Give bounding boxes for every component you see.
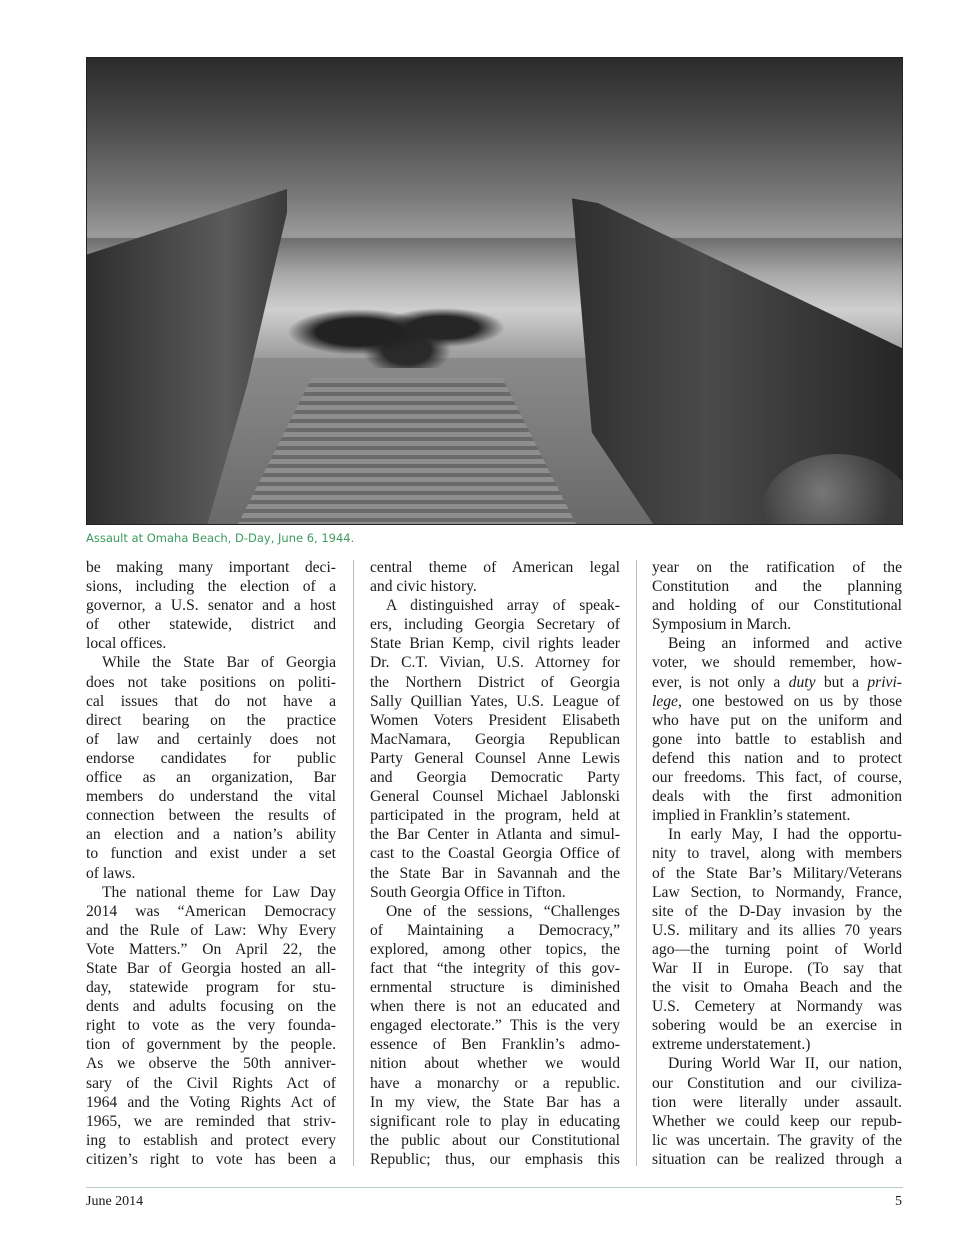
text-line: office as an organization, Bar: [86, 769, 336, 787]
text-line: engaged electorate.” This is the very: [370, 1017, 620, 1035]
text-line: site of the D-Day invasion by the: [652, 902, 902, 920]
text-line: fact that “the integrity of this gov-: [370, 959, 620, 977]
text-line: General Counsel Michael Jablonski: [370, 788, 620, 806]
text-line: MacNamara, Georgia Republican: [370, 730, 620, 748]
text-line: right to vote as the very founda-: [86, 1017, 336, 1035]
text-line: State Brian Kemp, civil rights leader: [370, 635, 620, 653]
text-line: be making many important deci-: [86, 559, 336, 576]
text-line: direct bearing on the practice: [86, 711, 336, 729]
text-line: dents and adults focusing on the: [86, 998, 336, 1016]
photo-troops: [287, 278, 527, 368]
text-line: A distinguished array of speak-: [386, 597, 620, 615]
text-line: the State Bar in Savannah and the: [370, 864, 620, 882]
text-line: of law and certainly does not: [86, 730, 336, 748]
text-line: Whether we could keep our repub-: [652, 1112, 902, 1130]
text-line: and holding of our Constitutional: [652, 597, 902, 615]
text-line: year on the ratification of the: [652, 559, 902, 576]
text-line: the Bar Center in Atlanta and simul-: [370, 826, 620, 844]
text-line: In my view, the State Bar has a: [370, 1093, 620, 1111]
text-line: local offices.: [86, 635, 167, 653]
text-line: ago—the turning point of World: [652, 940, 902, 958]
text-line: extreme understatement.): [652, 1036, 811, 1054]
text-line: 2014 was “American Democracy: [86, 902, 336, 920]
text-line: Symposium in March.: [652, 616, 792, 634]
text-line: to function and exist under a set: [86, 845, 336, 863]
footer-issue-date: June 2014: [86, 1194, 144, 1209]
omaha-beach-photo: [86, 57, 903, 525]
text-line: central theme of American legal: [370, 559, 620, 576]
photo-caption: Assault at Omaha Beach, D-Day, June 6, 1944.: [86, 531, 355, 545]
text-line: nition about whether we would: [370, 1055, 620, 1073]
text-line: of laws.: [86, 864, 136, 882]
footer-rule: [86, 1187, 903, 1188]
text-line: tion were literally under assault.: [652, 1093, 902, 1111]
text-line: of other statewide, district and: [86, 616, 336, 634]
text-line: governor, a U.S. senator and a host: [86, 597, 336, 615]
text-line: of Maintaining a Democracy,”: [370, 921, 620, 939]
text-line: Dr. C.T. Vivian, U.S. Attorney for: [370, 654, 620, 672]
text-line: Law Section, to Normandy, France,: [652, 883, 902, 901]
text-line: implied in Franklin’s statement.: [652, 807, 851, 825]
text-line: U.S. Cemetery at Normandy was: [652, 998, 902, 1016]
text-line: does not take positions on politi-: [86, 673, 336, 691]
text-line: cast to the Coastal Georgia Office of: [370, 845, 620, 863]
text-line: of the State Bar’s Military/Veterans: [652, 864, 902, 882]
text-line: cal issues that do not have a: [86, 692, 336, 710]
text-line: voter, we should remember, how-: [652, 654, 902, 672]
text-line: 1965, we are reminded that striv-: [86, 1112, 336, 1130]
text-line: sobering would be an exercise in: [652, 1017, 902, 1035]
text-line: endorse candidates for public: [86, 749, 336, 767]
article-column-3: [652, 558, 902, 1169]
text-line: tion of government by the people.: [86, 1036, 336, 1054]
text-line: explored, among other topics, the: [370, 940, 620, 958]
text-line: In early May, I had the opportu-: [668, 826, 902, 844]
text-line: our Constitution and our civiliza-: [652, 1074, 902, 1092]
article-column-2: [370, 558, 620, 1169]
text-line: ernmental structure is diminished: [370, 979, 620, 997]
text-line: ers, including Georgia Secretary of: [370, 616, 620, 634]
text-line: our freedoms. This fact, of course,: [652, 769, 902, 787]
text-line: and Georgia Democratic Party: [370, 769, 620, 787]
text-line: the public about our Constitutional: [370, 1131, 620, 1149]
text-line: As we observe the 50th anniver-: [86, 1055, 336, 1073]
text-line: situation can be realized through a: [652, 1150, 902, 1168]
text-line: members do understand the vital: [86, 788, 336, 806]
text-line: and civic history.: [370, 578, 477, 596]
text-line: War II in Europe. (To say that: [652, 959, 902, 977]
text-line: Vote Matters.” On April 22, the: [86, 940, 336, 958]
text-line: Being an informed and active: [668, 635, 902, 653]
text-line: Party General Counsel Anne Lewis: [370, 749, 620, 767]
text-line: Constitution and the planning: [652, 578, 902, 596]
text-line: citizen’s right to vote has been a: [86, 1150, 336, 1168]
text-line: One of the sessions, “Challenges: [386, 902, 620, 920]
text-line: deals with the first admonition: [652, 788, 902, 806]
text-line: U.S. military and its allies 70 years: [652, 921, 902, 939]
text-line: Sally Quillian Yates, U.S. League of: [370, 692, 620, 710]
text-line: participated in the program, held at: [370, 807, 620, 825]
text-line: South Georgia Office in Tifton.: [370, 883, 566, 901]
text-line: State Bar of Georgia hosted an all-: [86, 959, 336, 977]
text-line: sions, including the election of a: [86, 578, 336, 596]
article-column-1: [86, 558, 336, 1169]
text-line: Republic; thus, our emphasis this: [370, 1150, 620, 1168]
text-line: 1964 and the Voting Rights Act of: [86, 1093, 336, 1111]
text-line: significant role to play in educating: [370, 1112, 620, 1130]
text-line: an election and a nation’s ability: [86, 826, 336, 844]
text-line: lic was uncertain. The gravity of the: [652, 1131, 902, 1149]
text-line: and the Rule of Law: Why Every: [86, 921, 336, 939]
text-line: ing to establish and protect every: [86, 1131, 336, 1149]
text-line: While the State Bar of Georgia: [102, 654, 336, 672]
text-line: ever, is not only a duty but a privi-: [652, 673, 902, 691]
text-line: connection between the results of: [86, 807, 336, 825]
text-line: the visit to Omaha Beach and the: [652, 979, 902, 997]
text-line: who have put on the uniform and: [652, 711, 902, 729]
text-line: The national theme for Law Day: [102, 883, 336, 901]
text-line: defend this nation and to protect: [652, 749, 902, 767]
text-line: the Northern District of Georgia: [370, 673, 620, 691]
text-line: essence of Ben Franklin’s admo-: [370, 1036, 620, 1054]
text-line: nity to travel, along with members: [652, 845, 902, 863]
photo-boat-wall-left: [87, 58, 287, 525]
text-line: Women Voters President Elisabeth: [370, 711, 620, 729]
page-number: 5: [895, 1194, 902, 1209]
text-line: During World War II, our nation,: [668, 1055, 902, 1073]
text-line: when there is not an educated and: [370, 998, 620, 1016]
text-line: have a monarchy or a republic.: [370, 1074, 620, 1092]
text-line: lege, one bestowed on us by those: [652, 692, 902, 710]
photo-landing-ramp: [237, 378, 577, 525]
column-divider: [636, 560, 637, 1166]
column-divider: [353, 560, 354, 1166]
text-line: day, statewide program for stu-: [86, 979, 336, 997]
text-line: sary of the Civil Rights Act of: [86, 1074, 336, 1092]
text-line: gone into battle to establish and: [652, 730, 902, 748]
